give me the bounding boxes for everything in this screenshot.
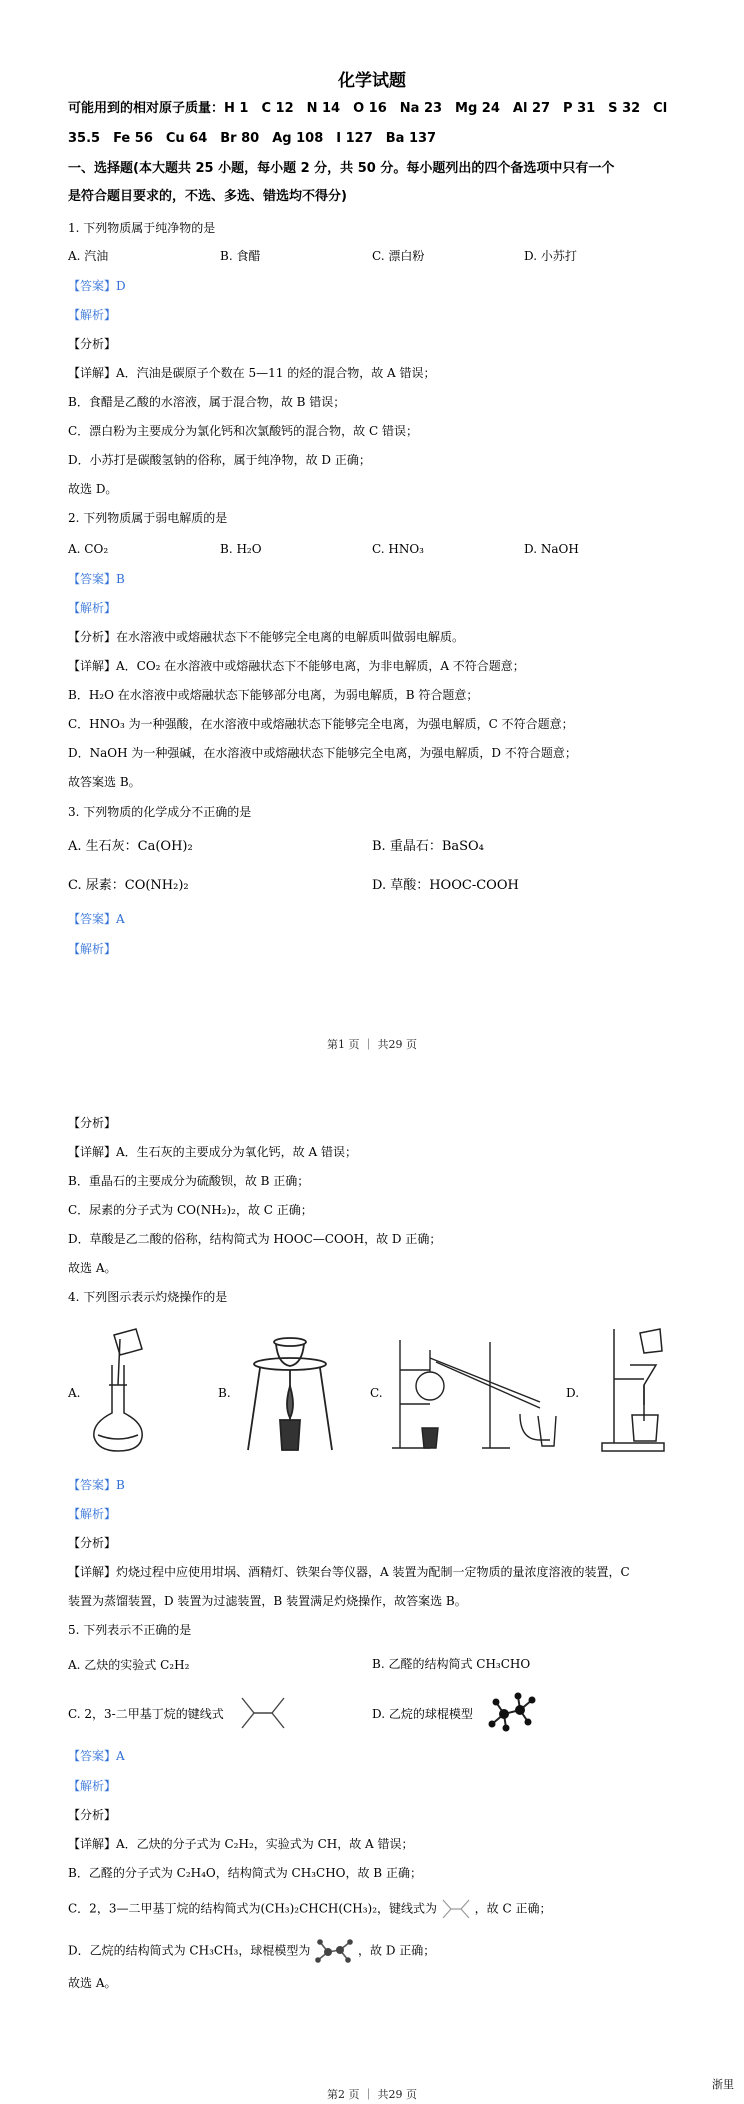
distillation-figure: [390, 1330, 560, 1455]
q1-detail-5: 故选 D。: [68, 482, 118, 496]
q4-label-a: A.: [68, 1386, 81, 1400]
q5-detail-4-tail: ，故 D 正确；: [358, 1943, 436, 1958]
q2-detail-1: 【详解】A．CO₂ 在水溶液中或熔融状态下不能够电离，为非电解质，A 不符合题意；: [68, 659, 525, 673]
page-footer-1: 第1 页 ｜ 共29 页: [327, 1038, 417, 1051]
q4-fenxi: 【分析】: [68, 1536, 117, 1550]
q5-jiexi: 【解析】: [68, 1779, 117, 1793]
q3-option-d: D. 草酸：HOOC-COOH: [372, 878, 519, 893]
q3-detail-4: D．草酸是乙二酸的俗称，结构简式为 HOOC—COOH，故 D 正确；: [68, 1232, 442, 1246]
q1-detail-1: 【详解】A．汽油是碳原子个数在 5—11 的烃的混合物，故 A 错误；: [68, 366, 436, 380]
q2-option-a: A. CO₂: [68, 542, 109, 556]
q3-detail-3: C．尿素的分子式为 CO(NH₂)₂，故 C 正确；: [68, 1203, 313, 1217]
q5-detail-1: 【详解】A．乙炔的分子式为 C₂H₂，实验式为 CH，故 A 错误；: [68, 1837, 414, 1851]
q2-jiexi: 【解析】: [68, 601, 117, 615]
q1-option-b: B. 食醋: [220, 249, 261, 263]
q5-stem: 5. 下列表示不正确的是: [68, 1623, 192, 1637]
q4-stem: 4. 下列图示表示灼烧操作的是: [68, 1290, 228, 1304]
q2-option-b: B. H₂O: [220, 542, 262, 556]
q2-answer: 【答案】B: [68, 572, 125, 586]
crucible-burning-figure: [240, 1330, 340, 1455]
q4-label-c: C.: [370, 1386, 383, 1400]
page-footer-2: 第2 页 ｜ 共29 页: [327, 2088, 417, 2101]
q5-answer: 【答案】A: [68, 1749, 125, 1763]
page-title: 化学试题: [338, 71, 406, 91]
q4-detail-2: 装置为蒸馏装置，D 装置为过滤装置，B 装置满足灼烧操作，故答案选 B。: [68, 1594, 467, 1608]
q4-jiexi: 【解析】: [68, 1507, 117, 1521]
q5-detail-3-tail: ，故 C 正确；: [474, 1901, 552, 1916]
q2-detail-4: D．NaOH 为一种强碱，在水溶液中或熔融状态下能够完全电离，为强电解质，D 不符合题意；: [68, 746, 577, 760]
q3-detail-5: 故选 A。: [68, 1261, 117, 1275]
q1-jiexi: 【解析】: [68, 308, 117, 322]
q1-detail-2: B．食醋是乙酸的水溶液，属于混合物，故 B 错误；: [68, 395, 346, 409]
q5-option-b: B. 乙醛的结构简式 CH₃CHO: [372, 1657, 531, 1671]
q5-option-d: D. 乙烷的球棍模型: [372, 1707, 473, 1721]
skeletal-formula-inline-figure: [441, 1898, 471, 1920]
q1-option-c: C. 漂白粉: [372, 249, 425, 263]
ball-stick-inline-figure: [314, 1936, 354, 1966]
q1-option-a: A. 汽油: [68, 249, 109, 263]
q3-jiexi: 【解析】: [68, 942, 117, 956]
q5-fenxi: 【分析】: [68, 1808, 117, 1822]
q1-stem: 1. 下列物质属于纯净物的是: [68, 221, 216, 235]
q3-option-b: B. 重晶石：BaSO₄: [372, 839, 484, 854]
corner-label: 浙里: [712, 2078, 734, 2091]
q1-answer: 【答案】D: [68, 279, 126, 293]
q4-label-b: B.: [218, 1386, 231, 1400]
q2-option-d: D. NaOH: [524, 542, 579, 556]
q3-stem: 3. 下列物质的化学成分不正确的是: [68, 805, 252, 819]
q5-detail-5: 故选 A。: [68, 1976, 117, 1990]
atomic-masses-line2: 35.5 Fe 56 Cu 64 Br 80 Ag 108 I 127 Ba 137: [68, 131, 437, 146]
q2-fenxi: 【分析】在水溶液中或熔融状态下不能够完全电离的电解质叫做弱电解质。: [68, 630, 465, 644]
q5-option-a: A. 乙炔的实验式 C₂H₂: [68, 1658, 190, 1672]
q2-detail-2: B．H₂O 在水溶液中或熔融状态下能够部分电离，为弱电解质，B 符合题意；: [68, 688, 479, 702]
q1-fenxi: 【分析】: [68, 337, 117, 351]
volumetric-flask-figure: [84, 1325, 164, 1455]
q1-detail-3: C．漂白粉为主要成分为氯化钙和次氯酸钙的混合物，故 C 错误；: [68, 424, 418, 438]
q4-detail-1: 【详解】灼烧过程中应使用坩埚、酒精灯、铁架台等仪器，A 装置为配制一定物质的量浓度溶液的装置，C: [68, 1565, 630, 1579]
q5-detail-3: [68, 1898, 551, 1920]
q2-detail-3: C．HNO₃ 为一种强酸，在水溶液中或熔融状态下能够完全电离，为强电解质，C 不符合题意；: [68, 717, 574, 731]
q5-detail-3-text: C．2，3—二甲基丁烷的结构简式为(CH₃)₂CHCH(CH₃)₂，键线式为: [68, 1901, 438, 1916]
q1-option-d: D. 小苏打: [524, 249, 577, 263]
q1-detail-4: D．小苏打是碳酸氢钠的俗称，属于纯净物，故 D 正确；: [68, 453, 371, 467]
q3-fenxi: 【分析】: [68, 1116, 117, 1130]
q5-detail-4-text: D．乙烷的结构简式为 CH₃CH₃，球棍模型为: [68, 1943, 311, 1958]
ball-stick-model-figure: [488, 1692, 536, 1732]
q3-option-a: A. 生石灰：Ca(OH)₂: [68, 839, 193, 854]
filtration-figure: [600, 1325, 670, 1455]
section-heading-line1: 一、选择题(本大题共 25 小题，每小题 2 分，共 50 分。每小题列出的四个备选项中只有一个: [68, 161, 615, 176]
section-heading-line2: 是符合题目要求的，不选、多选、错选均不得分): [68, 189, 347, 204]
q2-detail-5: 故答案选 B。: [68, 775, 141, 789]
q2-stem: 2. 下列物质属于弱电解质的是: [68, 511, 228, 525]
q3-detail-1: 【详解】A．生石灰的主要成分为氧化钙，故 A 错误；: [68, 1145, 357, 1159]
q5-detail-2: B．乙醛的分子式为 C₂H₄O，结构简式为 CH₃CHO，故 B 正确；: [68, 1866, 422, 1880]
q3-detail-2: B．重晶石的主要成分为硫酸钡，故 B 正确；: [68, 1174, 310, 1188]
skeletal-formula-figure: [240, 1694, 286, 1732]
q3-answer: 【答案】A: [68, 912, 125, 926]
atomic-masses-line1: 可能用到的相对原子质量：H 1 C 12 N 14 O 16 Na 23 Mg 24 Al 27 P 31 S 32 Cl: [68, 101, 668, 116]
q4-label-d: D.: [566, 1386, 580, 1400]
q3-option-c: C. 尿素：CO(NH₂)₂: [68, 878, 189, 893]
q2-option-c: C. HNO₃: [372, 542, 424, 556]
q5-detail-4: [68, 1936, 435, 1966]
q4-answer: 【答案】B: [68, 1478, 125, 1492]
q5-option-c: C. 2，3-二甲基丁烷的键线式: [68, 1707, 224, 1721]
